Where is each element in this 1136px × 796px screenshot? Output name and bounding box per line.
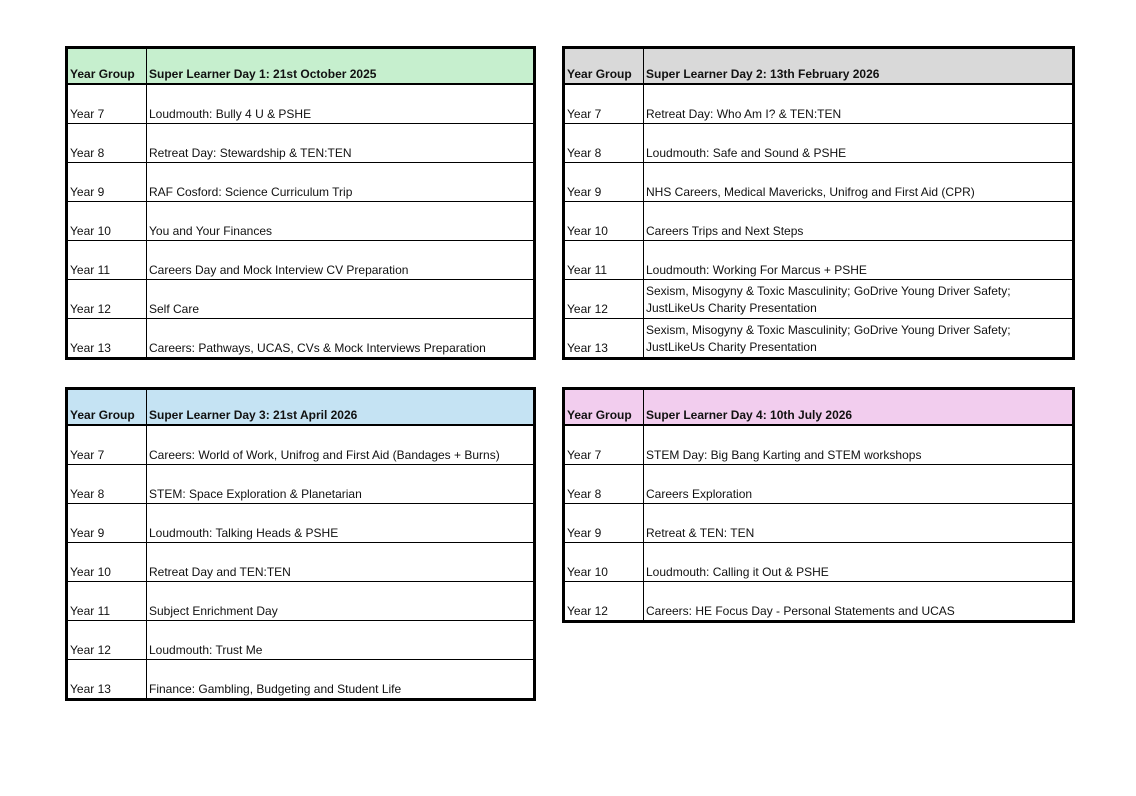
activity-cell: Retreat Day: Who Am I? & TEN:TEN [644, 84, 1074, 124]
year-cell: Year 8 [67, 465, 147, 504]
year-group-header: Year Group [564, 389, 644, 426]
year-cell: Year 13 [67, 319, 147, 359]
table-row [67, 124, 535, 163]
year-cell: Year 7 [564, 84, 644, 124]
table-row [67, 582, 535, 621]
activity-cell: Sexism, Misogyny & Toxic Masculinity; GoDrive Young Driver Safety; JustLikeUs Charity Presentation [644, 280, 1074, 319]
year-cell: Year 7 [564, 425, 644, 465]
activity-cell: Careers: HE Focus Day - Personal Statements and UCAS [644, 582, 1074, 622]
table-row [564, 504, 1074, 543]
year-cell: Year 12 [564, 582, 644, 622]
table-row [67, 202, 535, 241]
table-row [564, 582, 1074, 622]
activity-cell: NHS Careers, Medical Mavericks, Unifrog and First Aid (CPR) [644, 163, 1074, 202]
day-title-header: Super Learner Day 2: 13th February 2026 [644, 48, 1074, 85]
table-row [67, 241, 535, 280]
activity-cell: Loudmouth: Calling it Out & PSHE [644, 543, 1074, 582]
year-cell: Year 11 [564, 241, 644, 280]
year-group-header: Year Group [67, 48, 147, 85]
activity-cell: Loudmouth: Working For Marcus + PSHE [644, 241, 1074, 280]
table-row [67, 425, 535, 465]
table-row [67, 621, 535, 660]
day-title-header: Super Learner Day 1: 21st October 2025 [147, 48, 535, 85]
year-cell: Year 10 [67, 202, 147, 241]
year-cell: Year 10 [564, 543, 644, 582]
year-cell: Year 9 [67, 163, 147, 202]
year-cell: Year 9 [564, 504, 644, 543]
table-row [67, 280, 535, 319]
activity-cell: Careers: World of Work, Unifrog and First Aid (Bandages + Burns) [147, 425, 535, 465]
day-title-header: Super Learner Day 4: 10th July 2026 [644, 389, 1074, 426]
year-cell: Year 12 [564, 280, 644, 319]
table-row [564, 465, 1074, 504]
table-row [564, 319, 1074, 359]
year-cell: Year 10 [67, 543, 147, 582]
table-row [67, 163, 535, 202]
year-cell: Year 10 [564, 202, 644, 241]
activity-cell: STEM Day: Big Bang Karting and STEM workshops [644, 425, 1074, 465]
activity-cell: STEM: Space Exploration & Planetarian [147, 465, 535, 504]
year-cell: Year 7 [67, 425, 147, 465]
year-group-header: Year Group [564, 48, 644, 85]
year-cell: Year 8 [564, 124, 644, 163]
table-row [564, 241, 1074, 280]
activity-cell: Careers Exploration [644, 465, 1074, 504]
table-row [67, 84, 535, 124]
super-learner-day-1-table [65, 46, 536, 360]
super-learner-day-3-table [65, 387, 536, 701]
super-learner-day-2-table [562, 46, 1075, 360]
table-row [67, 504, 535, 543]
activity-cell: Retreat Day: Stewardship & TEN:TEN [147, 124, 535, 163]
activity-cell: Careers Day and Mock Interview CV Preparation [147, 241, 535, 280]
table-row [67, 465, 535, 504]
activity-cell: Careers Trips and Next Steps [644, 202, 1074, 241]
activity-cell: Loudmouth: Talking Heads & PSHE [147, 504, 535, 543]
activity-cell: Loudmouth: Trust Me [147, 621, 535, 660]
activity-cell: You and Your Finances [147, 202, 535, 241]
year-cell: Year 8 [67, 124, 147, 163]
activity-cell: Careers: Pathways, UCAS, CVs & Mock Interviews Preparation [147, 319, 535, 359]
activity-cell: Finance: Gambling, Budgeting and Student Life [147, 660, 535, 700]
activity-cell: Self Care [147, 280, 535, 319]
year-cell: Year 7 [67, 84, 147, 124]
table-row [67, 319, 535, 359]
year-cell: Year 12 [67, 621, 147, 660]
header-row [67, 48, 535, 85]
year-cell: Year 11 [67, 241, 147, 280]
year-cell: Year 8 [564, 465, 644, 504]
activity-cell: Subject Enrichment Day [147, 582, 535, 621]
year-group-header: Year Group [67, 389, 147, 426]
year-cell: Year 9 [67, 504, 147, 543]
activity-cell: Loudmouth: Safe and Sound & PSHE [644, 124, 1074, 163]
table-row [564, 163, 1074, 202]
table-row [564, 202, 1074, 241]
year-cell: Year 12 [67, 280, 147, 319]
header-row [67, 389, 535, 426]
year-cell: Year 9 [564, 163, 644, 202]
activity-cell: Sexism, Misogyny & Toxic Masculinity; GoDrive Young Driver Safety; JustLikeUs Charity Presentation [644, 319, 1074, 359]
year-cell: Year 13 [67, 660, 147, 700]
table-row [564, 124, 1074, 163]
header-row [564, 389, 1074, 426]
year-cell: Year 11 [67, 582, 147, 621]
table-row [564, 280, 1074, 319]
activity-cell: Loudmouth: Bully 4 U & PSHE [147, 84, 535, 124]
table-row [67, 543, 535, 582]
activity-cell: Retreat Day and TEN:TEN [147, 543, 535, 582]
super-learner-day-4-table [562, 387, 1075, 623]
day-title-header: Super Learner Day 3: 21st April 2026 [147, 389, 535, 426]
activity-cell: Retreat & TEN: TEN [644, 504, 1074, 543]
year-cell: Year 13 [564, 319, 644, 359]
table-row [67, 660, 535, 700]
table-row [564, 543, 1074, 582]
table-row [564, 425, 1074, 465]
activity-cell: RAF Cosford: Science Curriculum Trip [147, 163, 535, 202]
table-row [564, 84, 1074, 124]
header-row [564, 48, 1074, 85]
